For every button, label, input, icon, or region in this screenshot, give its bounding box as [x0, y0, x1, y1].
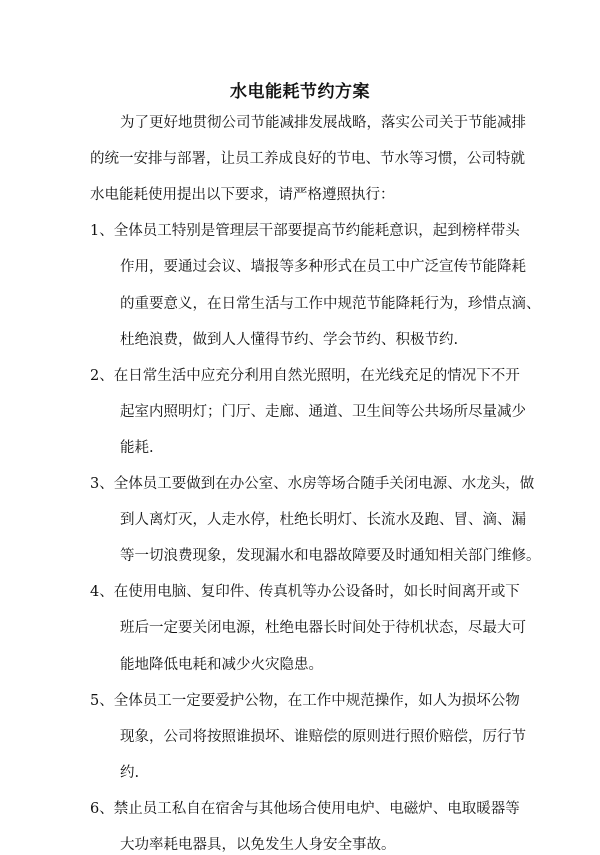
list-item-line: 的重要意义，在日常生活与工作中规范节能降耗行为，珍惜点滴、: [120, 295, 541, 312]
intro-line: 水电能耗使用提出以下要求，请严格遵照执行：: [90, 187, 395, 204]
list-item-line: 班后一定要关闭电源，杜绝电器长时间处于待机状态，尽最大可: [120, 620, 526, 637]
list-item-line: 3、全体员工要做到在办公室、水房等场合随手关闭电源、水龙头，做: [90, 476, 535, 492]
list-item-line: 6、禁止员工私自在宿舍与其他场合使用电炉、电磁炉、电取暖器等: [90, 800, 520, 817]
list-item-line: 2、在日常生活中应充分利用自然光照明，在光线充足的情况下不开: [90, 367, 520, 384]
list-item-line: 起室内照明灯；门厅、走廊、通道、卫生间等公共场所尽量减少: [120, 403, 526, 420]
list-item-line: 能耗.: [120, 439, 154, 456]
list-item-line: 4、在使用电脑、复印件、传真机等办公设备时，如长时间离开或下: [90, 584, 520, 601]
list-item-line: 到人离灯灭，人走水停，杜绝长明灯、长流水及跑、冒、滴、漏: [120, 512, 526, 529]
intro-line: 的统一安排与部署，让员工养成良好的节电、节水等习惯，公司特就: [90, 151, 525, 168]
document-title: 水电能耗节约方案: [230, 82, 370, 102]
list-item-line: 5、全体员工一定要爱护公物，在工作中规范操作，如人为损坏公物: [90, 692, 520, 709]
intro-line: 为了更好地贯彻公司节能减排发展战略，落实公司关于节能减排: [120, 115, 526, 131]
list-item-line: 杜绝浪费，做到人人懂得节约、学会节约、积极节约.: [120, 331, 459, 348]
list-item-line: 大功率耗电器具，以免发生人身安全事故。: [120, 837, 396, 853]
list-item-line: 1、全体员工特别是管理层干部要提高节约能耗意识，起到榜样带头: [90, 223, 520, 240]
list-item-line: 现象，公司将按照谁损坏、谁赔偿的原则进行照价赔偿，厉行节: [120, 728, 526, 745]
list-item-line: 能地降低电耗和减少火灾隐患。: [120, 656, 323, 673]
list-item-line: 约.: [120, 764, 140, 781]
list-item-line: 作用，要通过会议、墙报等多种形式在员工中广泛宣传节能降耗: [120, 259, 526, 276]
list-item-line: 等一切浪费现象，发现漏水和电器故障要及时通知相关部门维修。: [120, 548, 541, 565]
